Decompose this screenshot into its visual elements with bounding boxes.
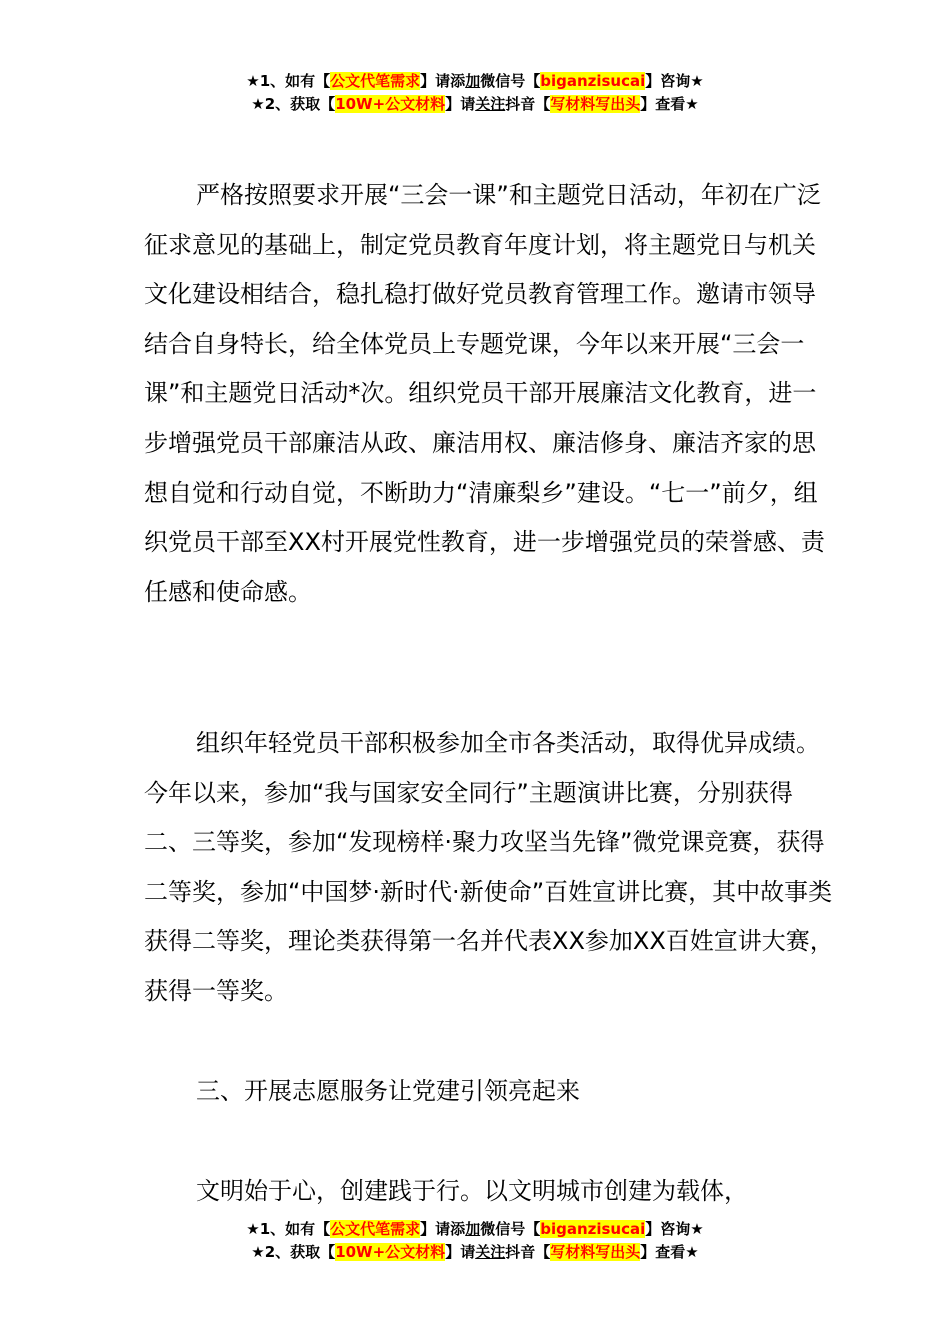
notice-text: 抖音【: [505, 95, 551, 113]
notice-text: 】咨询★: [645, 1220, 704, 1238]
paragraph-text: 组织年轻党员干部积极参加全市各类活动，取得优异成绩。今年以来，参加“我与国家安全同行”主题演讲比赛，分别获得二、三等奖，参加“发现榜样·聚力攻坚当先锋”微党课竞赛，获得二等奖，参加“中国梦·新时代·新使命”百姓宣讲比赛，其中故事类获得二等奖，理论类获得第一名并代表XX参加XX百姓宣讲大赛，获得一等奖。: [144, 729, 834, 1005]
notice-text: 微信号【: [480, 1220, 541, 1238]
notice-text: 】请添: [420, 72, 466, 90]
paragraph-text: 文明始于心，创建践于行。以文明城市创建为载体，: [196, 1177, 748, 1205]
notice-text: ★1、如有【: [246, 1220, 331, 1238]
notice-text: 微信号【: [480, 72, 541, 90]
notice-line-2: [0, 1241, 950, 1264]
paragraph-text: 严格按照要求开展“三会一课”和主题党日活动，年初在广泛征求意见的基础上，制定党员教育年度计划，将主题党日与机关文化建设相结合，稳扎稳打做好党员教育管理工作。邀请市领导结合自身特长，给全体党员上专题党课，今年以来开展“三会一课”和主题党日活动*次。组织党员干部开展廉洁文化教育，进一步增强党员干部廉洁从政、廉洁用权、廉洁修身、廉洁齐家的思想自觉和行动自觉，不断助力“清廉梨乡”建设。“七一”前夕，组织党员干部至XX村开展党性教育，进一步增强党员的荣誉感、责任感和使命感。: [144, 181, 825, 606]
notice-text: ★2、获取【: [251, 1243, 336, 1261]
notice-text: ★2、获取【: [251, 95, 336, 113]
highlight-service: 公文代笔需求: [330, 72, 421, 90]
notice-text: 抖音【: [505, 1243, 551, 1261]
notice-text: ★1、如有【: [246, 72, 331, 90]
highlight-wechat-id: biganzisucai: [540, 72, 646, 90]
notice-line-1: [0, 1218, 950, 1241]
header-notice: [0, 70, 950, 116]
notice-text: 】请: [445, 1243, 476, 1261]
highlight-materials: 10W+公文材料: [335, 1243, 446, 1261]
notice-emphasis: 关注: [475, 95, 506, 113]
paragraph-party-education: [144, 171, 834, 617]
notice-text: 】查看★: [640, 1243, 699, 1261]
heading-text: 三、开展志愿服务让党建引领亮起来: [196, 1077, 580, 1105]
notice-text: 】请: [445, 95, 476, 113]
paragraph-volunteer-service: [144, 1167, 834, 1217]
highlight-douyin-account: 写材料写出头: [550, 1243, 641, 1261]
highlight-materials: 10W+公文材料: [335, 95, 446, 113]
paragraph-competitions: [144, 719, 834, 1017]
notice-text: 】查看★: [640, 95, 699, 113]
section-heading: [144, 1067, 834, 1117]
notice-line-1: [0, 70, 950, 93]
notice-text: 】咨询★: [645, 72, 704, 90]
footer-notice: [0, 1218, 950, 1264]
notice-text: 】请添: [420, 1220, 466, 1238]
notice-emphasis: 加: [465, 72, 481, 90]
notice-emphasis: 加: [465, 1220, 481, 1238]
highlight-douyin-account: 写材料写出头: [550, 95, 641, 113]
highlight-wechat-id: biganzisucai: [540, 1220, 646, 1238]
notice-emphasis: 关注: [475, 1243, 506, 1261]
highlight-service: 公文代笔需求: [330, 1220, 421, 1238]
notice-line-2: [0, 93, 950, 116]
